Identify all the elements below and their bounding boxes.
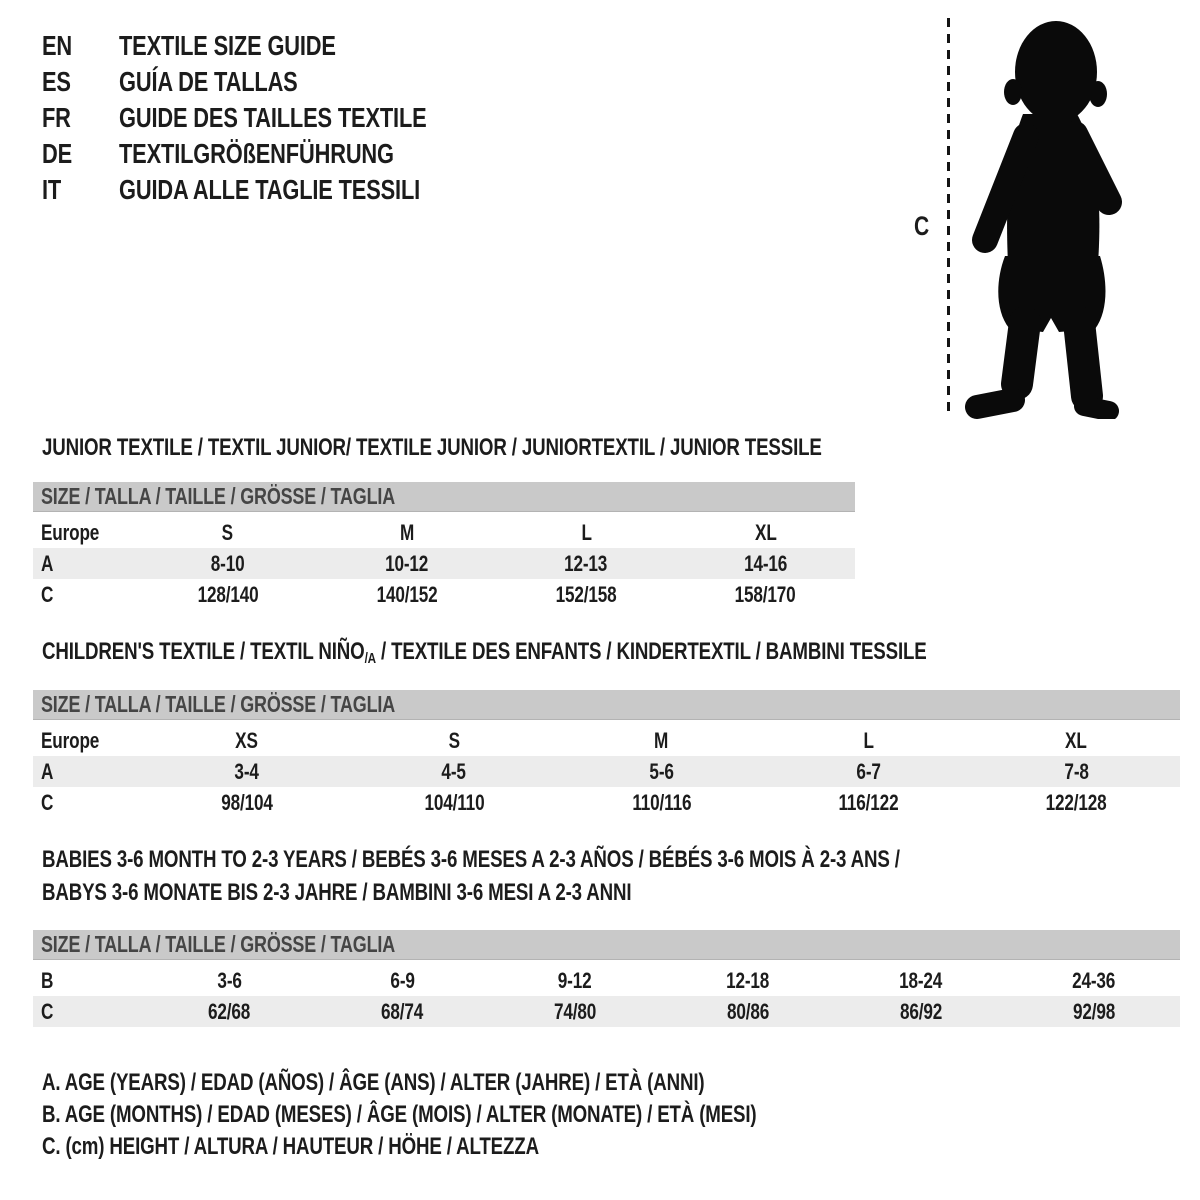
guide-title: GUÍA DE TALLAS <box>119 66 298 97</box>
value-cell: 140/152 <box>376 581 438 607</box>
height-measure-label: C <box>914 211 930 241</box>
language-code: DE <box>42 138 73 169</box>
table-row <box>33 548 855 579</box>
value-cell: 152/158 <box>555 581 617 607</box>
table-row <box>33 517 855 548</box>
row-label: Europe <box>41 727 100 753</box>
measurement-legend <box>42 1067 958 1163</box>
value-cell: M <box>399 519 414 545</box>
value-cell: 6-9 <box>390 967 415 993</box>
value-cell: L <box>580 519 592 545</box>
language-code: EN <box>42 30 73 61</box>
size-table-junior <box>33 482 855 610</box>
value-cell: 4-5 <box>441 758 467 784</box>
size-band: SIZE / TALLA / TAILLE / GRÖSSE / TAGLIA <box>33 690 1180 720</box>
value-cell: 128/140 <box>197 581 259 607</box>
value-cell: 98/104 <box>220 789 273 815</box>
value-cell: 62/68 <box>208 998 251 1024</box>
row-label: C <box>41 998 54 1024</box>
value-cell: 12-18 <box>726 967 770 993</box>
heading-subscript: /A <box>364 650 376 667</box>
value-cell: XL <box>1065 727 1088 753</box>
row-label: A <box>41 758 54 784</box>
language-row <box>42 100 513 136</box>
table-row <box>33 996 1180 1027</box>
value-cell: 14-16 <box>743 550 787 576</box>
value-cell: 10-12 <box>385 550 429 576</box>
table-row <box>33 725 1180 756</box>
guide-title: TEXTILE SIZE GUIDE <box>119 30 336 61</box>
value-cell: L <box>863 727 875 753</box>
table-row <box>33 965 1180 996</box>
toddler-silhouette-icon <box>963 14 1138 419</box>
table-row <box>33 787 1180 818</box>
value-cell: 7-8 <box>1064 758 1089 784</box>
value-cell: 116/122 <box>838 789 899 815</box>
value-cell: 8-10 <box>210 550 245 576</box>
section-heading-babies: BABIES 3-6 MONTH TO 2-3 YEARS / BEBÉS 3-6 MESES A 2-3 AÑOS / BÉBÉS 3-6 MOIS À 2-3 ANS / BABYS 3-6 MONATE BIS 2-3 JAHRE / BAMBINI 3-6 MESI A 2-3 ANNI <box>42 846 900 906</box>
value-cell: 86/92 <box>899 998 942 1024</box>
section-heading-children: CHILDREN'S TEXTILE / TEXTIL $NIÑO_{/A}$ / TEXTILE DES ENFANTS / KINDERTEXTIL / BAMBINI TESSILE <box>42 638 927 667</box>
language-code: ES <box>42 66 71 97</box>
legend-line-a: A. AGE (YEARS) / EDAD (AÑOS) / ÂGE (ANS) / ALTER (JAHRE) / ETÀ (ANNI) <box>42 1069 705 1096</box>
language-code: IT <box>42 174 62 205</box>
table-row <box>33 756 1180 787</box>
value-cell: M <box>654 727 669 753</box>
row-label: C <box>41 581 54 607</box>
language-row <box>42 28 513 64</box>
language-row <box>42 136 513 172</box>
height-measure-dashed-line <box>947 18 950 415</box>
value-cell: 104/110 <box>424 789 485 815</box>
section-heading-junior: JUNIOR TEXTILE / TEXTIL JUNIOR/ TEXTILE JUNIOR / JUNIORTEXTIL / JUNIOR TESSILE <box>42 434 822 461</box>
value-cell: 24-36 <box>1072 967 1116 993</box>
value-cell: XS <box>235 727 258 753</box>
language-title-list <box>42 28 513 208</box>
value-cell: 92/98 <box>1072 998 1115 1024</box>
size-band: SIZE / TALLA / TAILLE / GRÖSSE / TAGLIA <box>33 930 1180 960</box>
value-cell: 68/74 <box>381 998 424 1024</box>
value-cell: 122/128 <box>1045 789 1107 815</box>
value-cell: 158/170 <box>734 581 796 607</box>
row-label: C <box>41 789 54 815</box>
value-cell: 74/80 <box>553 998 597 1024</box>
legend-line-b: B. AGE (MONTHS) / EDAD (MESES) / ÂGE (MOIS) / ALTER (MONATE) / ETÀ (MESI) <box>42 1101 757 1128</box>
value-cell: 12-13 <box>564 550 608 576</box>
value-cell: S <box>448 727 460 753</box>
value-cell: 3-4 <box>234 758 259 784</box>
value-cell: 3-6 <box>217 967 242 993</box>
row-label: A <box>41 550 54 576</box>
language-row <box>42 172 513 208</box>
value-cell: 5-6 <box>649 758 674 784</box>
value-cell: 110/116 <box>631 789 692 815</box>
row-label: Europe <box>41 519 100 545</box>
guide-title: GUIDA ALLE TAGLIE TESSILI <box>119 174 421 205</box>
size-table-babies <box>33 930 1180 1027</box>
value-cell: XL <box>754 519 777 545</box>
language-code: FR <box>42 102 71 133</box>
value-cell: 6-7 <box>856 758 882 784</box>
value-cell: 18-24 <box>899 967 943 993</box>
language-row <box>42 64 513 100</box>
value-cell: 80/86 <box>726 998 769 1024</box>
size-table-children <box>33 690 1180 818</box>
legend-line-c: C. (cm) HEIGHT / ALTURA / HAUTEUR / HÖHE / ALTEZZA <box>42 1133 539 1160</box>
size-band: SIZE / TALLA / TAILLE / GRÖSSE / TAGLIA <box>33 482 855 512</box>
value-cell: 9-12 <box>558 967 592 993</box>
value-cell: S <box>221 519 234 545</box>
guide-title: GUIDE DES TAILLES TEXTILE <box>119 102 427 133</box>
row-label: B <box>41 967 54 993</box>
table-row <box>33 579 855 610</box>
guide-title: TEXTILGRÖßENFÜHRUNG <box>119 138 394 169</box>
